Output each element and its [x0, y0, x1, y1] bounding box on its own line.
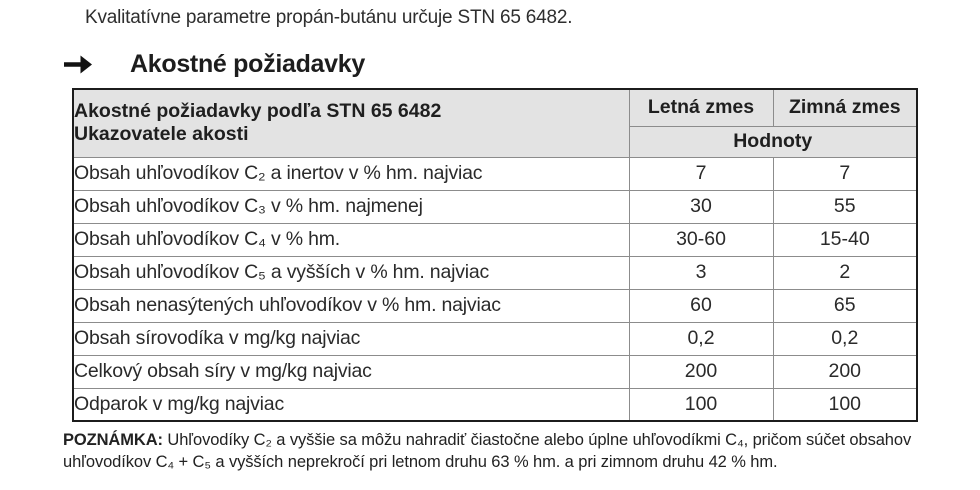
- footnote-text: Uhľovodíky C₂ a vyššie sa môžu nahradiť čiastočne alebo úplne uhľovodíkmi C₄, pričom súčet obsahov uhľovodíkov C₄ + C₅ a vyšších neprekročí pri letnom druhu 63 % hm. a pri zimnom druhu 42 % hm.: [63, 431, 912, 471]
- summer-value: 100: [629, 388, 773, 421]
- column-header-summer: Letná zmes: [629, 89, 773, 126]
- table-title-line2: Ukazovatele akosti: [74, 123, 249, 146]
- table-title-line1: Akostné požiadavky podľa STN 65 6482: [74, 99, 442, 122]
- table-row: [73, 355, 917, 388]
- intro-paragraph: Kvalitatívne parametre propán-butánu určuje STN 65 6482.: [85, 7, 573, 28]
- row-label: Obsah uhľovodíkov C₅ a vyšších v % hm. najviac: [73, 256, 629, 289]
- winter-value: 15-40: [773, 223, 917, 256]
- row-label: Odparok v mg/kg najviac: [73, 388, 629, 421]
- summer-value: 0,2: [629, 322, 773, 355]
- row-label: Obsah nenasýtených uhľovodíkov v % hm. najviac: [73, 289, 629, 322]
- row-label: Obsah uhľovodíkov C₃ v % hm. najmenej: [73, 190, 629, 223]
- table-row: [73, 223, 917, 256]
- quality-requirements-table: [72, 88, 918, 422]
- arrow-right-icon: [63, 54, 93, 75]
- winter-value: 100: [773, 388, 917, 421]
- winter-value: 55: [773, 190, 917, 223]
- table-row: [73, 256, 917, 289]
- winter-value: 7: [773, 157, 917, 190]
- row-label: Obsah sírovodíka v mg/kg najviac: [73, 322, 629, 355]
- winter-value: 2: [773, 256, 917, 289]
- winter-value: 65: [773, 289, 917, 322]
- values-header-cell: Hodnoty: [629, 126, 917, 157]
- row-label: Obsah uhľovodíkov C₂ a inertov v % hm. najviac: [73, 157, 629, 190]
- summer-value: 30: [629, 190, 773, 223]
- summer-value: 60: [629, 289, 773, 322]
- section-heading-label: Akostné požiadavky: [130, 50, 365, 78]
- table-row: [73, 190, 917, 223]
- table-header-row-1: [73, 89, 917, 126]
- footnote-label: POZNÁMKA:: [63, 431, 163, 449]
- row-label: Obsah uhľovodíkov C₄ v % hm.: [73, 223, 629, 256]
- column-header-winter: Zimná zmes: [773, 89, 917, 126]
- winter-value: 0,2: [773, 322, 917, 355]
- winter-value: 200: [773, 355, 917, 388]
- row-label: Celkový obsah síry v mg/kg najviac: [73, 355, 629, 388]
- table-row: [73, 157, 917, 190]
- section-heading: [63, 50, 365, 79]
- table-title-cell: [73, 89, 629, 157]
- table-row: [73, 388, 917, 421]
- table-row: [73, 322, 917, 355]
- table-row: [73, 289, 917, 322]
- summer-value: 7: [629, 157, 773, 190]
- footnote: [63, 430, 941, 473]
- summer-value: 3: [629, 256, 773, 289]
- summer-value: 200: [629, 355, 773, 388]
- summer-value: 30-60: [629, 223, 773, 256]
